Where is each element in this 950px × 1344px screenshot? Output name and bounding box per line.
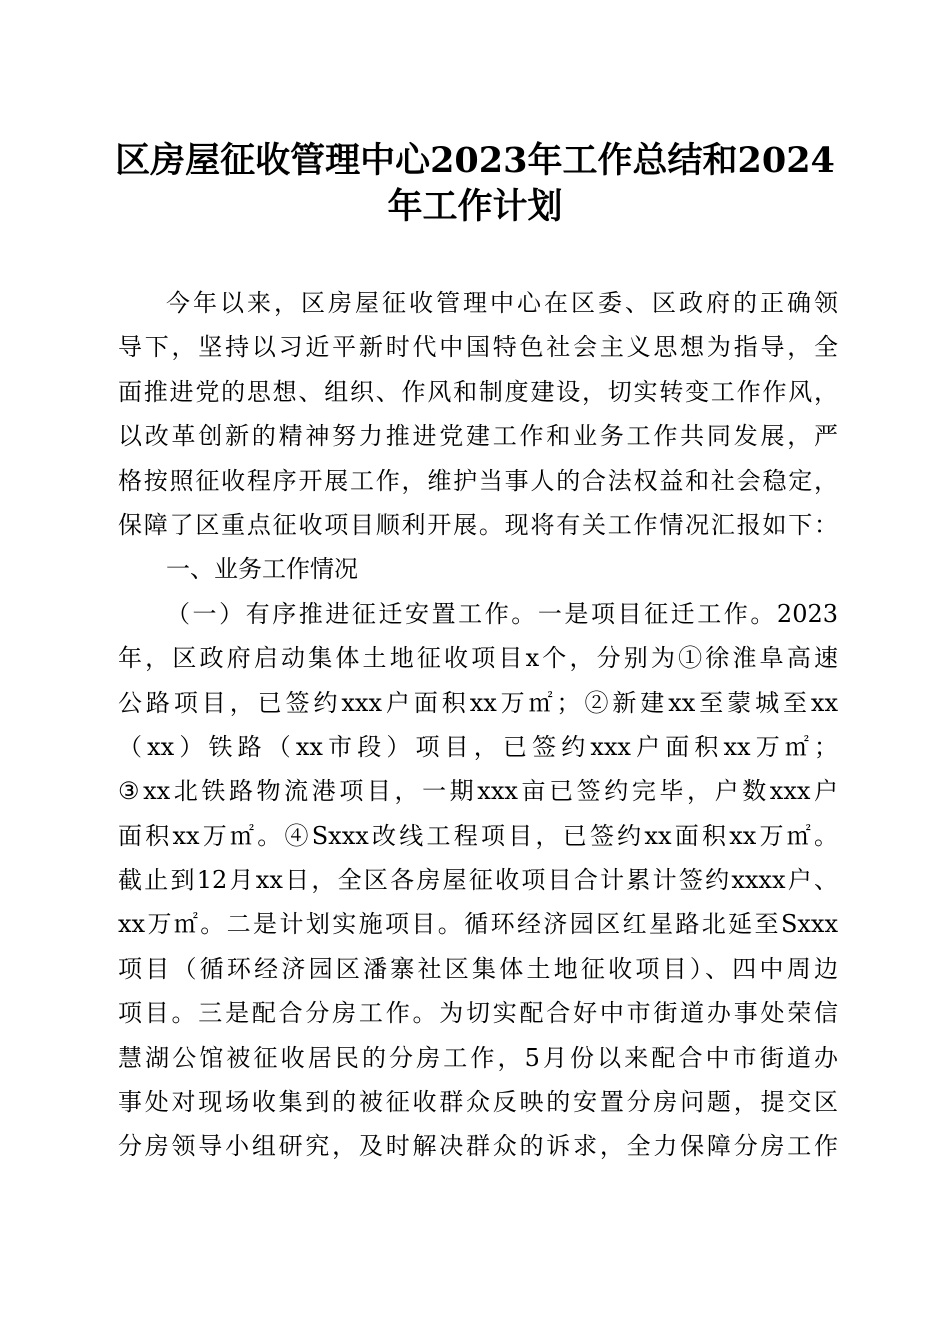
text-line: ③xx北铁路物流港项目，一期xxx亩已签约完毕，户数xxx户 [118,777,838,806]
text-line: 截止到12月xx日，全区各房屋征收项目合计累计签约xxxx户、 [118,866,838,895]
title-line-1: 区房屋征收管理中心2023年工作总结和2024 [115,140,835,181]
text-line: 慧湖公馆被征收居民的分房工作，5月份以来配合中市街道办 [118,1043,838,1072]
text-line: 以改革创新的精神努力推进党建工作和业务工作共同发展，严 [118,422,838,451]
intro-paragraph [118,281,838,547]
text-line: 事处对现场收集到的被征收群众反映的安置分房问题，提交区 [118,1088,838,1117]
text-line: 导下，坚持以习近平新时代中国特色社会主义思想为指导，全 [118,333,838,362]
document-title [90,138,860,230]
text-line: xx万㎡。二是计划实施项目。循环经济园区红星路北延至Sxxx [118,910,838,939]
text-line: 分房领导小组研究，及时解决群众的诉求，全力保障分房工作 [118,1132,838,1161]
text-line: （xx）铁路（xx市段）项目，已签约xxx户面积xx万㎡； [118,732,838,761]
text-line: 公路项目，已签约xxx户面积xx万㎡；②新建xx至蒙城至xx [118,688,838,717]
text-line: 格按照征收程序开展工作，维护当事人的合法权益和社会稳定， [118,466,838,495]
section-heading: 一、业务工作情况 [166,555,358,584]
text-line: 保障了区重点征收项目顺利开展。现将有关工作情况汇报如下： [118,510,838,539]
text-line: 今年以来，区房屋征收管理中心在区委、区政府的正确领 [166,289,838,317]
text-line: （一）有序推进征迁安置工作。一是项目征迁工作。2023 [166,599,838,628]
text-line: 项目。三是配合分房工作。为切实配合好中市街道办事处荣信 [118,999,838,1028]
section-paragraph [118,592,838,1169]
text-line: 面积xx万㎡。④Sxxx改线工程项目，已签约xx面积xx万㎡。 [118,821,838,850]
text-line: 面推进党的思想、组织、作风和制度建设，切实转变工作作风， [118,377,838,406]
text-line: 年，区政府启动集体土地征收项目x个，分别为①徐淮阜高速 [118,644,838,673]
text-line: 项目（循环经济园区潘寨社区集体土地征收项目）、四中周边 [118,954,838,983]
document-body [118,281,838,1169]
title-line-2: 年工作计划 [387,186,563,227]
